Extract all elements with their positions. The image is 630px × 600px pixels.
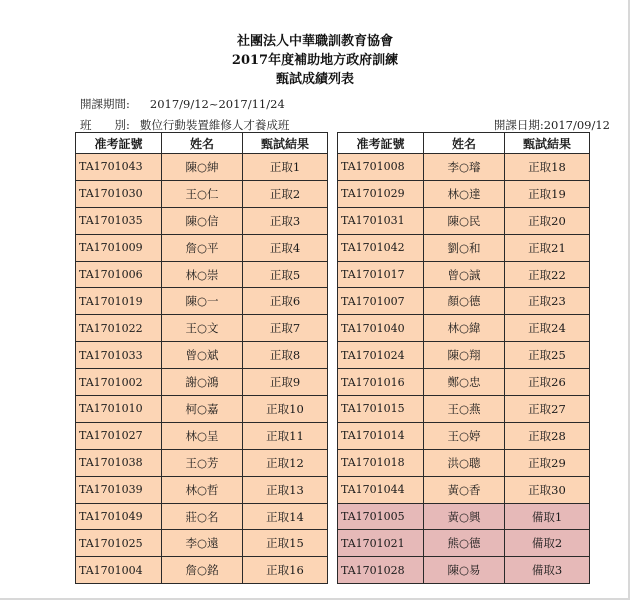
course-period-value: 2017/9/12~2017/11/24 <box>149 97 285 111</box>
candidate-name-cell: 林○崇 <box>162 261 243 288</box>
table-row <box>76 234 328 261</box>
candidate-id-cell: TA1701039 <box>76 476 162 503</box>
course-start-date: 開課日期:2017/09/12 <box>493 118 610 132</box>
table-row <box>76 503 328 530</box>
table-row <box>338 422 590 449</box>
candidate-name-cell: 李○遠 <box>162 530 243 557</box>
candidate-id-cell: TA1701044 <box>338 476 424 503</box>
candidate-id-cell: TA1701022 <box>76 315 162 342</box>
candidate-name-cell: 顏○德 <box>424 288 505 315</box>
table-row <box>338 530 590 557</box>
candidate-name-cell: 王○仁 <box>162 180 243 207</box>
candidate-name-cell: 王○文 <box>162 315 243 342</box>
candidate-name-cell: 黃○興 <box>424 503 505 530</box>
exam-result-cell: 正取3 <box>243 207 328 234</box>
table-row <box>76 557 328 584</box>
exam-result-cell: 正取24 <box>505 315 590 342</box>
candidate-name-cell: 鄭○忠 <box>424 369 505 396</box>
candidate-id-cell: TA1701031 <box>338 207 424 234</box>
candidate-name-cell: 劉○和 <box>424 234 505 261</box>
column-header-result: 甄試結果 <box>243 133 328 154</box>
table-row <box>338 180 590 207</box>
exam-result-cell: 正取10 <box>243 396 328 423</box>
candidate-name-cell: 陳○一 <box>162 288 243 315</box>
exam-result-cell: 正取4 <box>243 234 328 261</box>
candidate-name-cell: 陳○信 <box>162 207 243 234</box>
exam-result-cell: 正取12 <box>243 449 328 476</box>
exam-result-cell: 正取21 <box>505 234 590 261</box>
exam-result-cell: 正取15 <box>243 530 328 557</box>
results-table-right <box>337 132 590 584</box>
candidate-id-cell: TA1701007 <box>338 288 424 315</box>
exam-result-cell: 正取6 <box>243 288 328 315</box>
candidate-id-cell: TA1701019 <box>76 288 162 315</box>
table-row <box>338 557 590 584</box>
table-row <box>76 288 328 315</box>
candidate-name-cell: 王○燕 <box>424 396 505 423</box>
exam-result-cell: 備取3 <box>505 557 590 584</box>
candidate-name-cell: 莊○名 <box>162 503 243 530</box>
course-period-label: 開課期間: <box>80 97 130 111</box>
exam-result-cell: 正取19 <box>505 180 590 207</box>
exam-result-cell: 正取23 <box>505 288 590 315</box>
table-header-row <box>338 133 590 154</box>
table-row <box>338 154 590 181</box>
candidate-id-cell: TA1701049 <box>76 503 162 530</box>
table-row <box>76 154 328 181</box>
candidate-id-cell: TA1701040 <box>338 315 424 342</box>
exam-result-cell: 正取1 <box>243 154 328 181</box>
candidate-name-cell: 陳○易 <box>424 557 505 584</box>
exam-result-cell: 正取13 <box>243 476 328 503</box>
table-row <box>76 342 328 369</box>
candidate-id-cell: TA1701038 <box>76 449 162 476</box>
table-row <box>76 449 328 476</box>
exam-result-cell: 正取20 <box>505 207 590 234</box>
exam-result-cell: 正取28 <box>505 422 590 449</box>
candidate-name-cell: 陳○民 <box>424 207 505 234</box>
candidate-id-cell: TA1701021 <box>338 530 424 557</box>
table-row <box>338 369 590 396</box>
candidate-id-cell: TA1701033 <box>76 342 162 369</box>
candidate-name-cell: 謝○鴻 <box>162 369 243 396</box>
exam-result-cell: 正取26 <box>505 369 590 396</box>
exam-result-cell: 正取22 <box>505 261 590 288</box>
candidate-id-cell: TA1701006 <box>76 261 162 288</box>
exam-result-cell: 正取30 <box>505 476 590 503</box>
candidate-id-cell: TA1701025 <box>76 530 162 557</box>
candidate-name-cell: 王○婷 <box>424 422 505 449</box>
candidate-id-cell: TA1701027 <box>76 422 162 449</box>
table-row <box>76 476 328 503</box>
table-row <box>338 396 590 423</box>
table-row <box>76 369 328 396</box>
candidate-id-cell: TA1701029 <box>338 180 424 207</box>
exam-result-cell: 正取27 <box>505 396 590 423</box>
exam-result-cell: 正取14 <box>243 503 328 530</box>
candidate-name-cell: 林○呈 <box>162 422 243 449</box>
document-title: 甄試成績列表 <box>275 72 354 87</box>
candidate-name-cell: 林○哲 <box>162 476 243 503</box>
table-row <box>338 476 590 503</box>
exam-result-cell: 正取9 <box>243 369 328 396</box>
table-row <box>338 288 590 315</box>
exam-result-cell: 正取18 <box>505 154 590 181</box>
candidate-id-cell: TA1701024 <box>338 342 424 369</box>
candidate-id-cell: TA1701042 <box>338 234 424 261</box>
candidate-id-cell: TA1701002 <box>76 369 162 396</box>
class-label: 班 別: <box>80 118 130 132</box>
table-row <box>338 449 590 476</box>
table-header-row <box>76 133 328 154</box>
table-row <box>76 180 328 207</box>
exam-result-cell: 正取29 <box>505 449 590 476</box>
candidate-name-cell: 詹○平 <box>162 234 243 261</box>
candidate-name-cell: 黃○香 <box>424 476 505 503</box>
candidate-id-cell: TA1701009 <box>76 234 162 261</box>
column-header-id: 准考証號 <box>338 133 424 154</box>
program-title: 2017年度補助地方政府訓練 <box>231 53 399 68</box>
candidate-name-cell: 熊○德 <box>424 530 505 557</box>
table-row <box>338 315 590 342</box>
candidate-id-cell: TA1701005 <box>338 503 424 530</box>
results-table-left <box>75 132 328 584</box>
table-row <box>76 422 328 449</box>
candidate-id-cell: TA1701004 <box>76 557 162 584</box>
column-header-name: 姓名 <box>162 133 243 154</box>
exam-result-cell: 正取8 <box>243 342 328 369</box>
candidate-name-cell: 曾○誠 <box>424 261 505 288</box>
candidate-id-cell: TA1701010 <box>76 396 162 423</box>
candidate-name-cell: 林○緯 <box>424 315 505 342</box>
candidate-id-cell: TA1701014 <box>338 422 424 449</box>
table-row <box>338 342 590 369</box>
table-row <box>338 503 590 530</box>
table-row <box>338 207 590 234</box>
class-info <box>80 117 289 133</box>
exam-result-cell: 正取16 <box>243 557 328 584</box>
exam-result-cell: 正取5 <box>243 261 328 288</box>
candidate-name-cell: 曾○斌 <box>162 342 243 369</box>
candidate-id-cell: TA1701043 <box>76 154 162 181</box>
table-row <box>338 234 590 261</box>
candidate-id-cell: TA1701016 <box>338 369 424 396</box>
org-title: 社團法人中華職訓教育協會 <box>236 34 393 49</box>
candidate-name-cell: 陳○翔 <box>424 342 505 369</box>
table-row <box>76 261 328 288</box>
exam-result-cell: 備取2 <box>505 530 590 557</box>
table-row <box>76 207 328 234</box>
candidate-id-cell: TA1701030 <box>76 180 162 207</box>
candidate-name-cell: 林○達 <box>424 180 505 207</box>
course-period <box>80 96 285 112</box>
candidate-name-cell: 李○璿 <box>424 154 505 181</box>
column-header-name: 姓名 <box>424 133 505 154</box>
column-header-id: 准考証號 <box>76 133 162 154</box>
table-row <box>338 261 590 288</box>
exam-result-cell: 正取25 <box>505 342 590 369</box>
candidate-id-cell: TA1701015 <box>338 396 424 423</box>
candidate-id-cell: TA1701008 <box>338 154 424 181</box>
results-body-right <box>338 154 590 584</box>
column-header-result: 甄試結果 <box>505 133 590 154</box>
candidate-name-cell: 王○芳 <box>162 449 243 476</box>
candidate-name-cell: 洪○聰 <box>424 449 505 476</box>
candidate-id-cell: TA1701035 <box>76 207 162 234</box>
class-value: 數位行動裝置維修人才養成班 <box>139 118 290 132</box>
exam-result-cell: 正取7 <box>243 315 328 342</box>
candidate-name-cell: 柯○嘉 <box>162 396 243 423</box>
table-row <box>76 396 328 423</box>
table-row <box>76 315 328 342</box>
table-row <box>76 530 328 557</box>
exam-result-cell: 正取2 <box>243 180 328 207</box>
candidate-id-cell: TA1701018 <box>338 449 424 476</box>
results-body-left <box>76 154 328 584</box>
candidate-id-cell: TA1701017 <box>338 261 424 288</box>
candidate-name-cell: 陳○紳 <box>162 154 243 181</box>
candidate-id-cell: TA1701028 <box>338 557 424 584</box>
candidate-name-cell: 詹○銘 <box>162 557 243 584</box>
exam-result-cell: 正取11 <box>243 422 328 449</box>
exam-result-cell: 備取1 <box>505 503 590 530</box>
